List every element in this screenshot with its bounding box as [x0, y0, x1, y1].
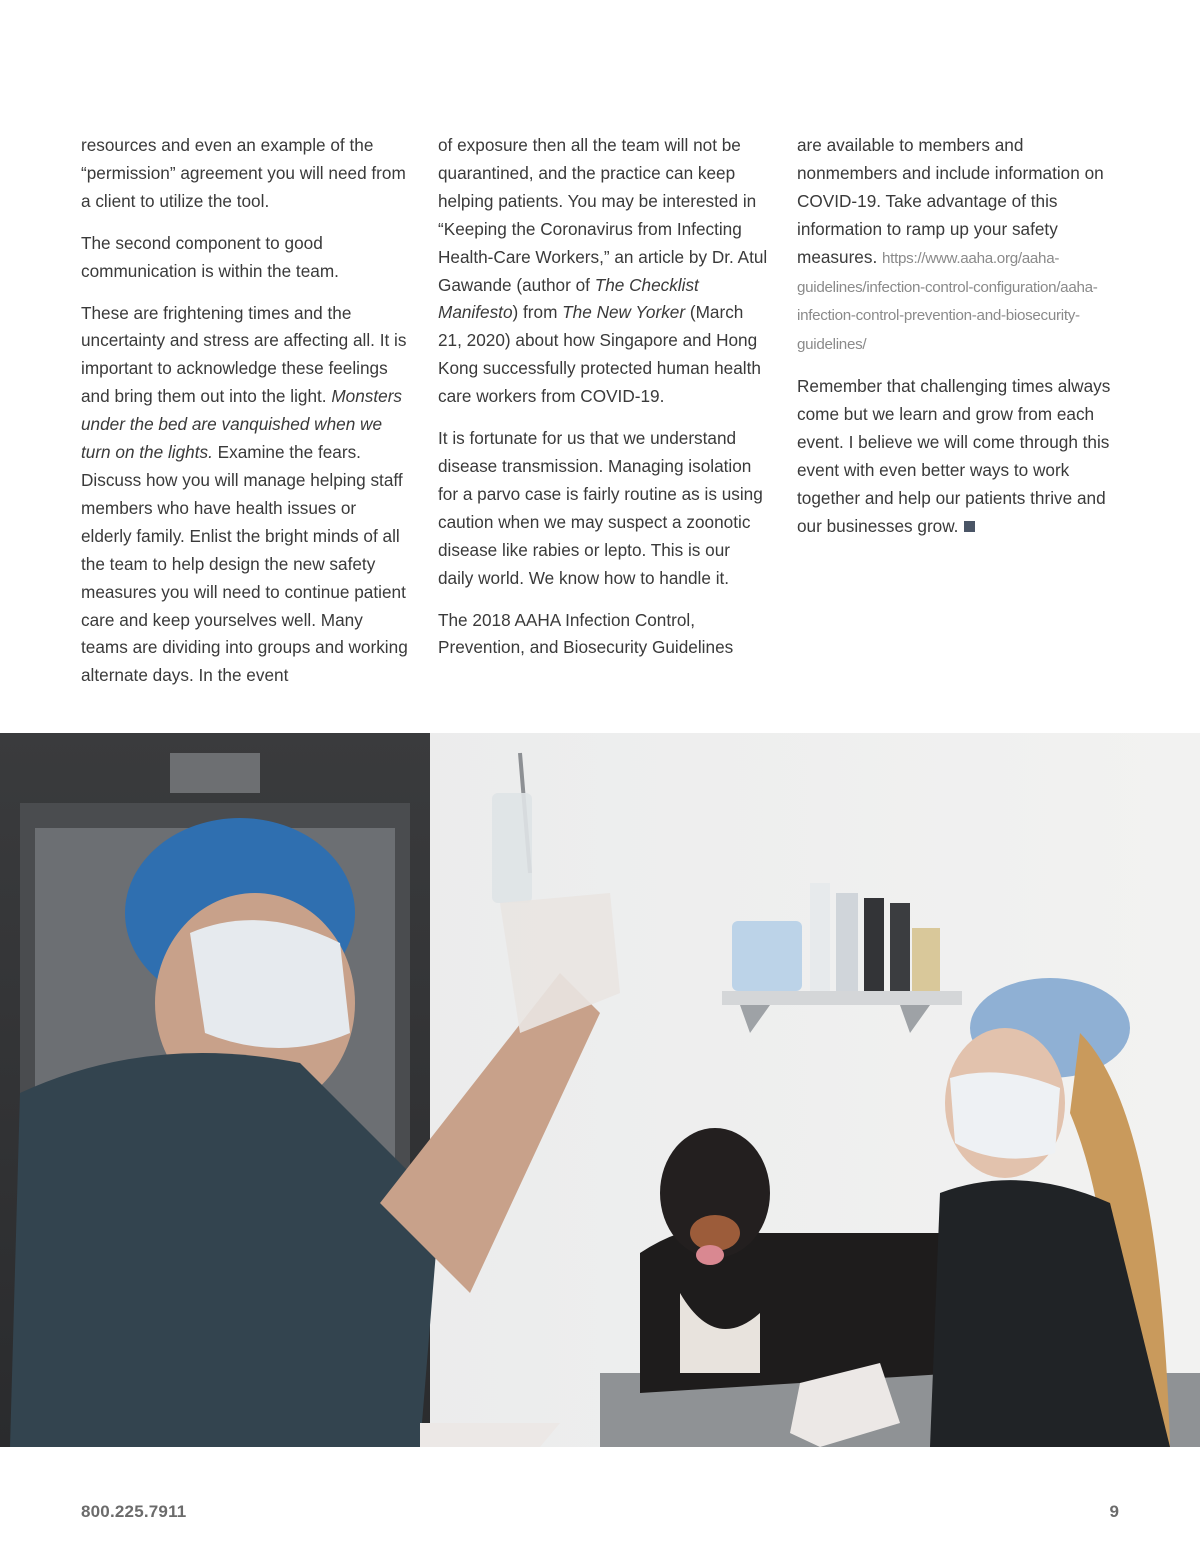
column-1 [81, 132, 411, 704]
paragraph [81, 300, 411, 691]
text-run: of exposure then all the team will not be quarantined, and the practice can keep helping patients. You may be interested in “Keeping the Coronavirus from Infecting Health-Care Workers,” an article by Dr. Atul Gawande (author of [438, 135, 768, 295]
article-columns [0, 132, 1200, 722]
end-of-article-mark [964, 521, 975, 532]
column-2 [438, 132, 768, 676]
text-run: (March 21, 2020) about how Singapore and Hong Kong successfully protected human health care workers from COVID-19. [438, 302, 761, 407]
paragraph [438, 132, 768, 411]
page-number: 9 [1109, 1502, 1119, 1521]
text-run: are available to members and nonmembers and include information on COVID-19. Take advantage of this information to ramp up your safety measures. [797, 135, 1104, 267]
guidelines-link[interactable]: https://www.aaha.org/aaha-guidelines/infection-control-configuration/aaha-infection-control-prevention-and-biosecurity-guidelines/ [797, 249, 1098, 354]
column-3 [797, 132, 1117, 555]
paragraph [797, 132, 1117, 359]
book-title: The Checklist Manifesto [438, 274, 699, 323]
paragraph: It is fortunate for us that we understand disease transmission. Managing isolation for a parvo case is fairly routine as is using caution when we may suspect a zoonotic disease like rabies or lepto. This is our daily world. We know how to handle it. [438, 428, 763, 588]
publication-title: The New Yorker [562, 302, 686, 323]
veterinary-team-photo [0, 733, 1200, 1447]
text-run: Examine the fears. Discuss how you will manage helping staff members who have health issues or elderly family. Enlist the bright minds of all the team to help design the new safety measures you will need to continue patient care and keep yourselves well. Many teams are dividing into groups and working alternate days. In the event [81, 442, 408, 686]
text-run: These are frightening times and the uncertainty and stress are affecting all. It is important to acknowledge these feelings and bring them out into the light. [81, 302, 407, 407]
paragraph: resources and even an example of the “permission” agreement you will need from a client to utilize the tool. [81, 135, 406, 211]
paragraph: The 2018 AAHA Infection Control, Prevention, and Biosecurity Guidelines [438, 609, 734, 658]
paragraph [797, 373, 1117, 540]
text-run: Remember that challenging times always come but we learn and grow from each event. I believe we will come through this event with even better ways to work together and help our patients thrive and our businesses grow. [797, 376, 1111, 536]
italic-emphasis: Monsters under the bed are vanquished when we turn on the lights. [81, 386, 403, 463]
footer-phone-number: 800.225.7911 [81, 1502, 187, 1521]
text-run: ) from [512, 302, 563, 323]
paragraph: The second component to good communication is within the team. [81, 232, 339, 281]
